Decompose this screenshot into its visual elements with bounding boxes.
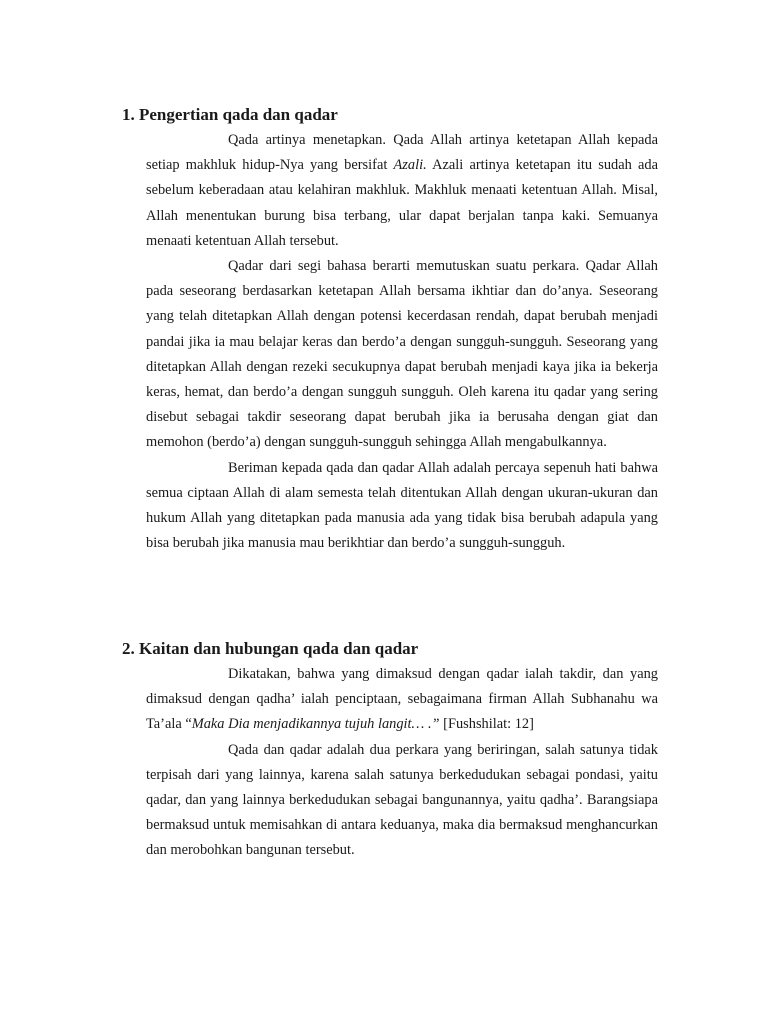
section-2-heading: 2. Kaitan dan hubungan qada dan qadar	[122, 639, 419, 658]
section-1-paragraph-3	[146, 456, 658, 557]
text-run: Qada artinya menetapkan. Qada Allah artinya ketetapan Allah kepada setiap makhluk hidup-Nya yang bersifat	[146, 132, 658, 174]
italic-text-run: Maka Dia menjadikannya tujuh langit… .”	[191, 716, 440, 733]
section-1-paragraph-1	[146, 128, 658, 254]
section-1-body	[146, 128, 658, 556]
italic-text-run: Azali.	[393, 157, 427, 174]
section-2-paragraph-2	[146, 738, 658, 864]
section-2-paragraph-1	[146, 662, 658, 738]
section-2-body	[146, 662, 658, 864]
text-run: Azali artinya ketetapan itu sudah ada sebelum keberadaan atau kelahiran makhluk. Makhluk menaati ketentuan Allah. Misal, Allah menentukan burung bisa terbang, ular dapat berjalan tanpa kaki. Semuanya menaati ketentuan Allah tersebut.	[146, 157, 658, 249]
text-run: [Fushshilat: 12]	[439, 716, 534, 733]
text-run: Qada dan qadar adalah dua perkara yang beriringan, salah satunya tidak terpisah dari yang lainnya, karena salah satunya berkedudukan sebagai pondasi, yaitu qadar, dan yang lainnya berkedudukan sebagai bangunannya, yaitu qadha’. Barangsiapa bermaksud untuk memisahkan di antara keduanya, maka dia bermaksud menghancurkan dan merobohkan bangunan tersebut.	[146, 741, 658, 859]
text-run: Dikatakan, bahwa yang dimaksud dengan qadar ialah takdir, dan yang dimaksud dengan qadha’ ialah penciptaan, sebagaimana firman Allah Subhanahu wa Ta’ala “	[146, 666, 658, 733]
section-1-heading: 1. Pengertian qada dan qadar	[122, 105, 338, 124]
text-run: Beriman kepada qada dan qadar Allah adalah percaya sepenuh hati bahwa semua ciptaan Allah di alam semesta telah ditentukan Allah dengan ukuran-ukuran dan hukum Allah yang ditetapkan pada manusia ada yang tidak bisa berubah adapula yang bisa berubah jika manusia mau berikhtiar dan berdo’a sungguh-sungguh.	[146, 459, 658, 552]
text-run: Qadar dari segi bahasa berarti memutuskan suatu perkara. Qadar Allah pada seseorang berdasarkan ketetapan Allah bersama ikhtiar dan do’anya. Seseorang yang telah ditetapkan Allah dengan potensi kecerdasan rendah, dapat berubah menjadi pandai jika ia mau belajar keras dan berdo’a dengan sungguh-sungguh. Seseorang yang ditetapkan Allah dengan rezeki secukupnya dapat berubah menjadi kaya jika ia bekerja keras, hemat, dan berdo’a dengan sungguh sungguh. Oleh karena itu qadar yang sering disebut sebagai takdir seseorang dapat berubah jika ia berusaha dengan giat dan memohon (berdo’a) dengan sungguh-sungguh sehingga Allah mengabulkannya.	[146, 258, 658, 451]
section-1-paragraph-2	[146, 254, 658, 456]
